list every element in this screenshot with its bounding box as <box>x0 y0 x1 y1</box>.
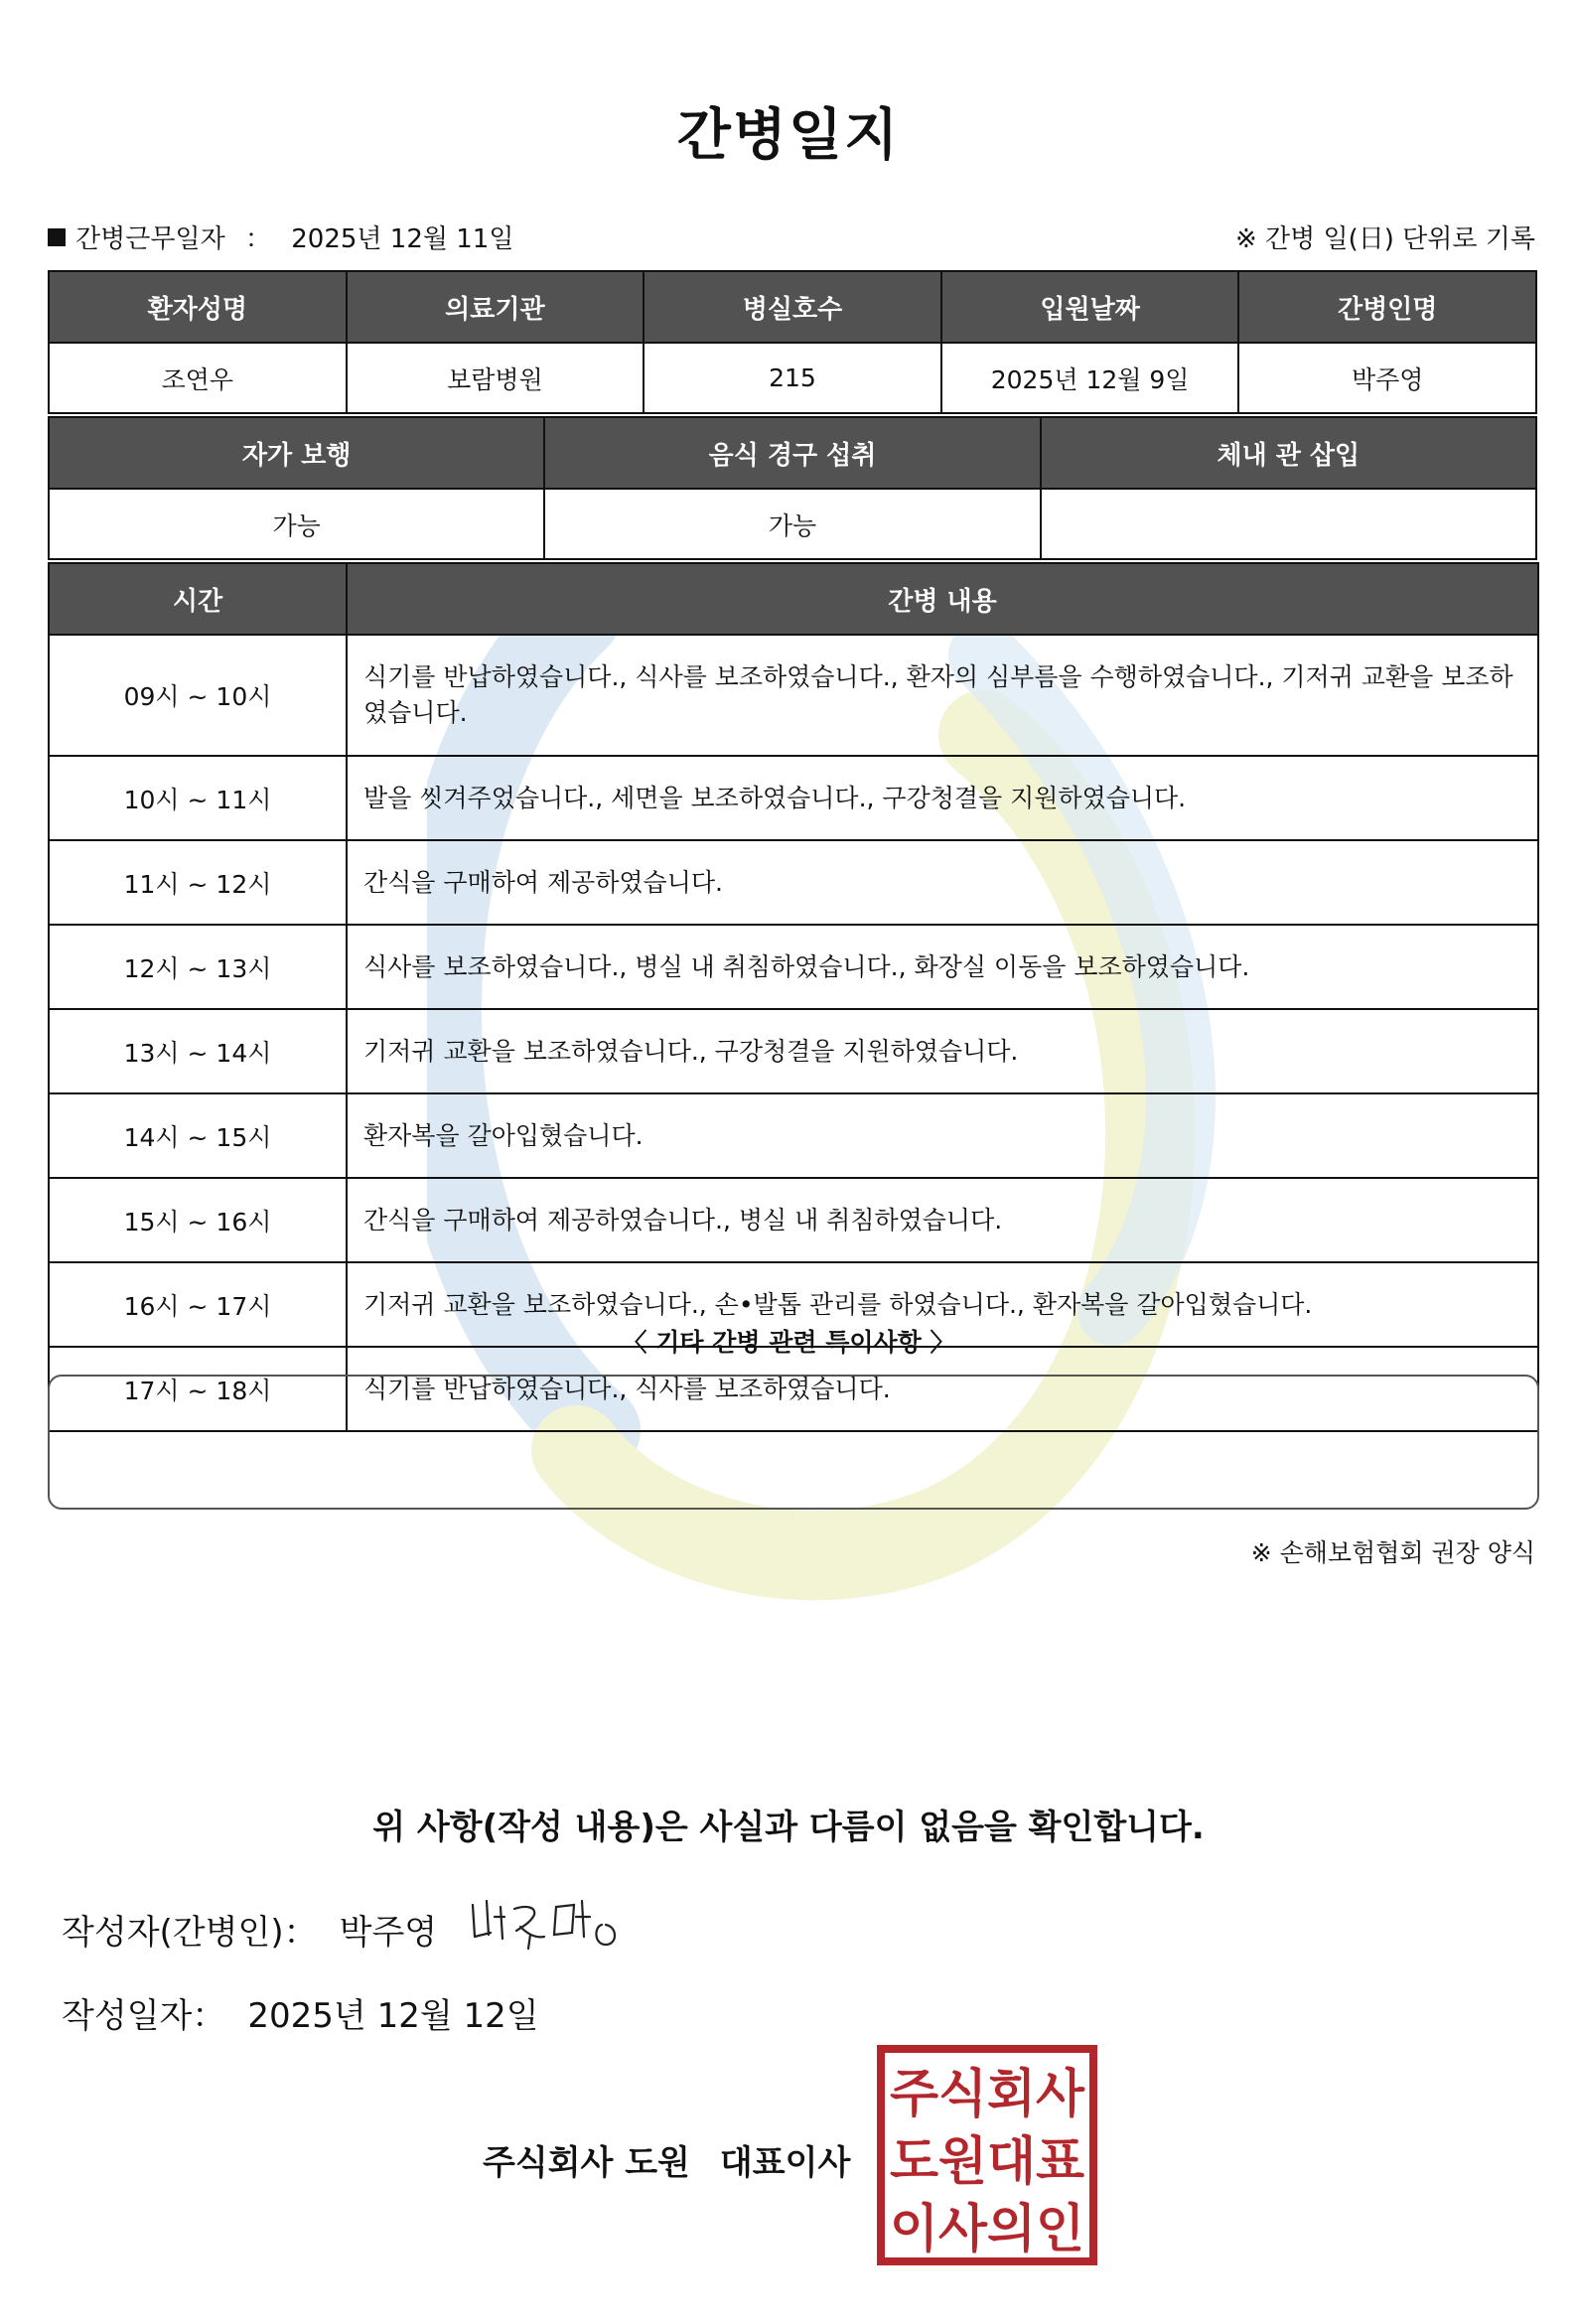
header-oral-intake: 음식 경구 섭취 <box>544 417 1040 489</box>
handwritten-signature <box>465 1887 634 1957</box>
header-hospital: 의료기관 <box>347 271 645 343</box>
header-self-walking: 자가 보행 <box>49 417 544 489</box>
table-row <box>49 840 1538 925</box>
header-time: 시간 <box>49 563 347 635</box>
row-time: 14시 ~ 15시 <box>49 1093 347 1178</box>
company-name: 주식회사 도원 <box>483 2143 690 2183</box>
row-time: 17시 ~ 18시 <box>49 1347 347 1431</box>
confirmation-statement: 위 사항(작성 내용)은 사실과 다름이 없음을 확인합니다. <box>372 1808 1205 1847</box>
write-date-line <box>62 1988 539 2037</box>
self-walking-value: 가능 <box>49 489 544 559</box>
header-tube-insertion: 체내 관 삽입 <box>1041 417 1536 489</box>
row-time: 09시 ~ 10시 <box>49 635 347 756</box>
admission-date: 2025년 12월 9일 <box>941 343 1239 413</box>
work-date-sep: ： <box>244 224 271 254</box>
seal-line-3: 이사의인 <box>890 2200 1084 2259</box>
writer-label: 작성자(간병인)： <box>62 1913 318 1953</box>
table-row <box>49 925 1538 1009</box>
row-time: 10시 ~ 11시 <box>49 756 347 840</box>
row-time: 13시 ~ 14시 <box>49 1009 347 1093</box>
row-content: 간식을 구매하여 제공하였습니다., 병실 내 취침하였습니다. <box>347 1178 1538 1262</box>
page-title: 간병일지 <box>676 103 901 168</box>
representative-title: 대표이사 <box>719 2143 851 2183</box>
row-content: 환자복을 갈아입혔습니다. <box>347 1093 1538 1178</box>
write-date-value: 2025년 12월 12일 <box>247 1996 539 2036</box>
table-row <box>49 1009 1538 1093</box>
row-content: 식기를 반납하였습니다., 식사를 보조하였습니다., 환자의 심부름을 수행하였습니다., 기저귀 교환을 보조하였습니다. <box>347 635 1538 756</box>
header-admission-date: 입원날짜 <box>941 271 1239 343</box>
row-time: 15시 ~ 16시 <box>49 1178 347 1262</box>
row-content: 기저귀 교환을 보조하였습니다., 손•발톱 관리를 하였습니다., 환자복을 갈아입혔습니다. <box>347 1262 1538 1347</box>
square-bullet-icon <box>48 228 66 246</box>
oral-intake-value: 가능 <box>544 489 1040 559</box>
writer-line <box>62 1905 437 1954</box>
seal-line-2: 도원대표 <box>890 2132 1084 2192</box>
work-date-label: 간병근무일자 <box>75 224 225 254</box>
room-number: 215 <box>644 343 941 413</box>
row-content: 식기를 반납하였습니다., 식사를 보조하였습니다. <box>347 1347 1538 1431</box>
header-care-content: 간병 내용 <box>347 563 1538 635</box>
hospital-name: 보람병원 <box>347 343 645 413</box>
row-time: 11시 ~ 12시 <box>49 840 347 925</box>
row-content: 발을 씻겨주었습니다., 세면을 보조하였습니다., 구강청결을 지원하였습니다. <box>347 756 1538 840</box>
caregiver-name: 박주영 <box>1238 343 1536 413</box>
table-row <box>49 1178 1538 1262</box>
row-content: 식사를 보조하였습니다., 병실 내 취침하였습니다., 화장실 이동을 보조하였습니다. <box>347 925 1538 1009</box>
table-row <box>49 756 1538 840</box>
care-log-table <box>48 562 1539 1432</box>
row-time: 16시 ~ 17시 <box>49 1262 347 1347</box>
recommendation-note: ※ 손해보험협회 권장 양식 <box>1250 1538 1535 1567</box>
patient-info-table <box>48 270 1537 414</box>
tube-insertion-value <box>1041 489 1536 559</box>
table-row <box>49 1093 1538 1178</box>
daily-note: ※ 간병 일(日) 단위로 기록 <box>1234 224 1535 254</box>
header-room-number: 병실호수 <box>644 271 941 343</box>
patient-status-table <box>48 416 1537 560</box>
header-patient-name: 환자성명 <box>49 271 347 343</box>
row-content: 간식을 구매하여 제공하였습니다. <box>347 840 1538 925</box>
company-line <box>483 2135 850 2184</box>
seal-line-1: 주식회사 <box>890 2065 1085 2124</box>
table-row <box>49 635 1538 756</box>
patient-name: 조연우 <box>49 343 347 413</box>
writer-name: 박주영 <box>339 1913 438 1953</box>
row-time: 12시 ~ 13시 <box>49 925 347 1009</box>
write-date-label: 작성일자： <box>62 1996 226 2036</box>
work-date-value: 2025년 12월 11일 <box>291 224 514 254</box>
row-content: 기저귀 교환을 보조하였습니다., 구강청결을 지원하였습니다. <box>347 1009 1538 1093</box>
work-date <box>48 218 513 255</box>
header-caregiver-name: 간병인명 <box>1238 271 1536 343</box>
meta-row <box>48 218 1535 254</box>
company-seal <box>876 2044 1098 2266</box>
special-notes-box <box>48 1375 1539 1510</box>
special-notes-title: 〈 기타 간병 관련 특이사항 〉 <box>622 1328 955 1357</box>
